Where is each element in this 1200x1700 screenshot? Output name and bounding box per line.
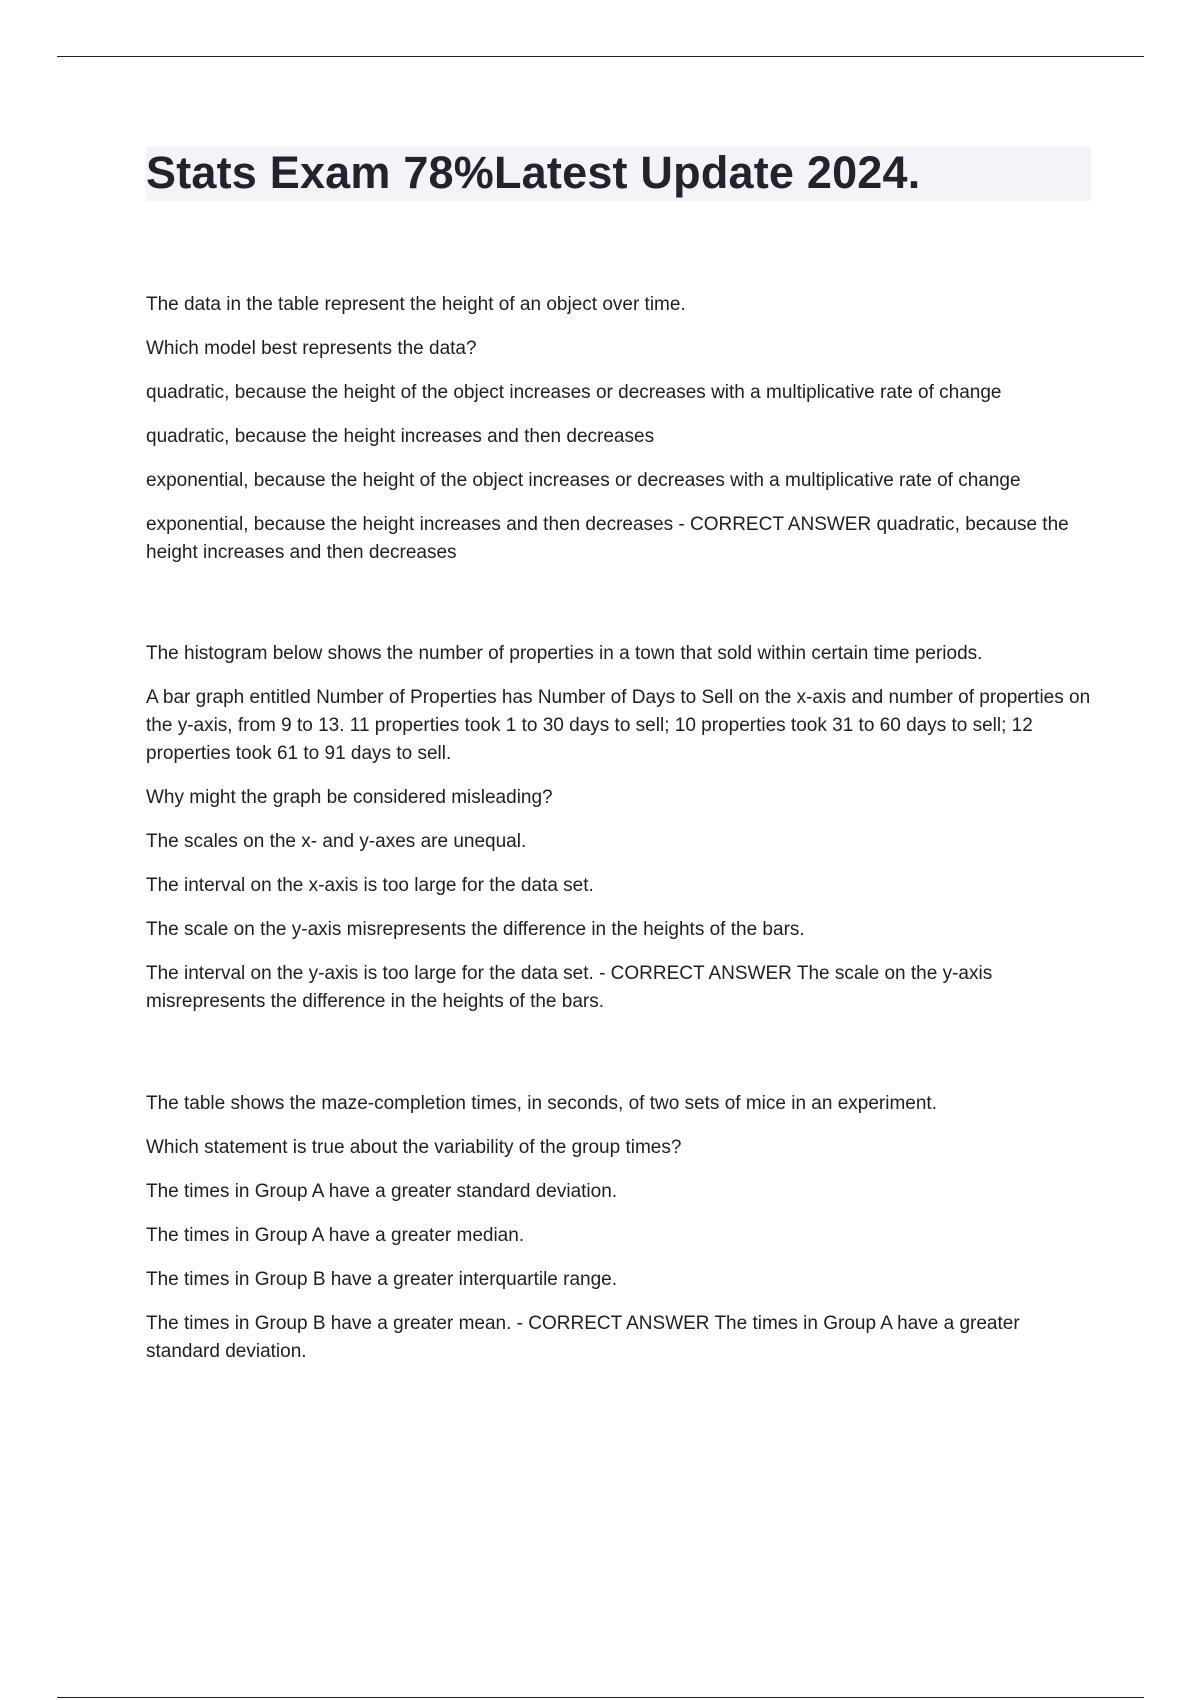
question-3-option-a: The times in Group A have a greater standard deviation. bbox=[146, 1181, 618, 1202]
question-1-option-a: quadratic, because the height of the object increases or decreases with a multiplicative rate of change bbox=[146, 382, 1002, 403]
question-2-option-c: The scale on the y-axis misrepresents the difference in the heights of the bars. bbox=[146, 919, 805, 940]
question-2-prompt: Why might the graph be considered misleading? bbox=[146, 787, 553, 808]
question-3-stem: The table shows the maze-completion times, in seconds, of two sets of mice in an experiment. bbox=[146, 1093, 937, 1114]
question-3 bbox=[146, 1090, 1091, 1382]
question-1-option-d-answer: exponential, because the height increases and then decreases - CORRECT ANSWER quadratic, because the height increases and then decreases bbox=[146, 514, 1069, 563]
footer-rule bbox=[57, 1697, 1144, 1698]
header-rule bbox=[57, 56, 1144, 57]
question-2-stem: The histogram below shows the number of properties in a town that sold within certain time periods. bbox=[146, 643, 983, 664]
question-1-option-b: quadratic, because the height increases and then decreases bbox=[146, 426, 655, 447]
question-3-prompt: Which statement is true about the variability of the group times? bbox=[146, 1137, 682, 1158]
question-1-stem: The data in the table represent the height of an object over time. bbox=[146, 294, 686, 315]
question-1-option-c: exponential, because the height of the object increases or decreases with a multiplicative rate of change bbox=[146, 470, 1021, 491]
question-1-prompt: Which model best represents the data? bbox=[146, 338, 477, 359]
page-title: Stats Exam 78%Latest Update 2024. bbox=[146, 147, 921, 198]
question-3-option-d-answer: The times in Group B have a greater mean. - CORRECT ANSWER The times in Group A have a greater standard deviation. bbox=[146, 1313, 1020, 1362]
question-1 bbox=[146, 291, 1091, 583]
question-3-option-c: The times in Group B have a greater interquartile range. bbox=[146, 1269, 618, 1290]
question-2-option-d-answer: The interval on the y-axis is too large for the data set. - CORRECT ANSWER The scale on the y-axis misrepresents the difference in the heights of the bars. bbox=[146, 963, 993, 1012]
question-3-option-b: The times in Group A have a greater median. bbox=[146, 1225, 525, 1246]
question-2 bbox=[146, 640, 1091, 1032]
question-2-graph-description: A bar graph entitled Number of Properties has Number of Days to Sell on the x-axis and number of properties on the y-axis, from 9 to 13. 11 properties took 1 to 30 days to sell; 10 properties took 31 to 60 days to sell; 12 properties took 61 to 91 days to sell. bbox=[146, 687, 1091, 764]
question-2-option-a: The scales on the x- and y-axes are unequal. bbox=[146, 831, 527, 852]
question-2-option-b: The interval on the x-axis is too large for the data set. bbox=[146, 875, 594, 896]
